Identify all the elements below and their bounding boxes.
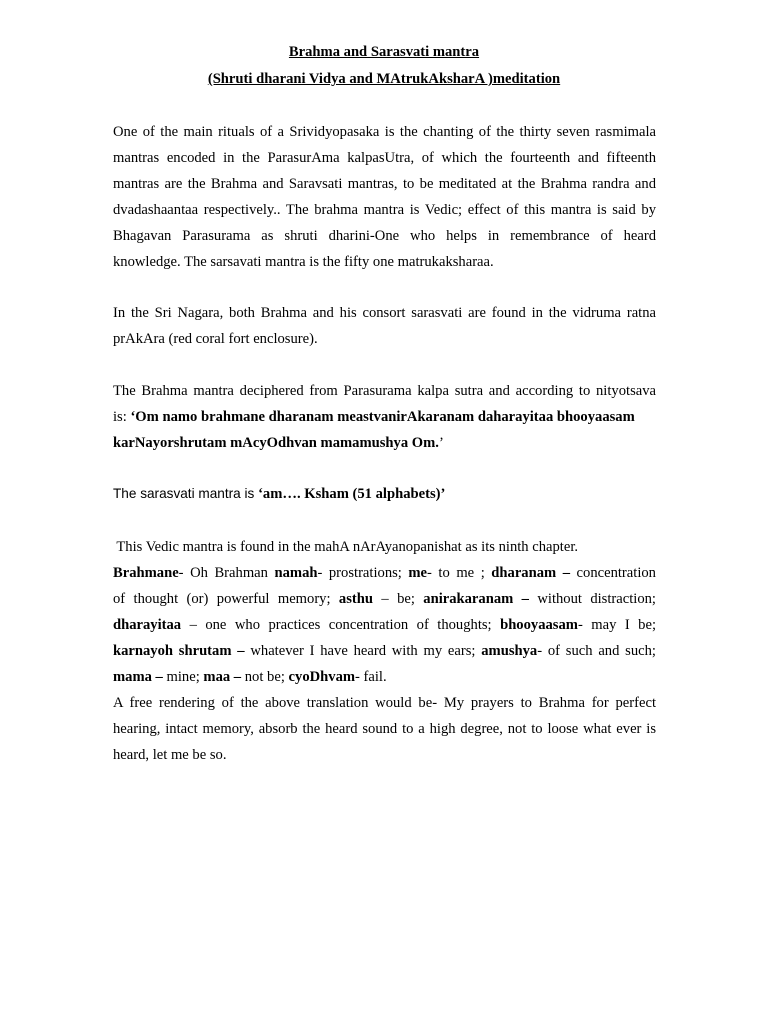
- text-line: [113, 586, 656, 612]
- text-line: prAkAra (red coral fort enclosure).: [113, 331, 318, 347]
- paragraph-brahma-mantra: [113, 378, 656, 456]
- text-run: - may I be;: [577, 617, 656, 633]
- text-run: without distraction;: [528, 591, 656, 607]
- text-line: The Brahma mantra deciphered from Parasurama kalpa sutra and according to nityotsava: [113, 383, 656, 399]
- text-line: [113, 481, 656, 507]
- mantra-text: karNayorshrutam mAcyOdhvan mamamushya Om.: [113, 435, 439, 451]
- text-line: [113, 560, 656, 586]
- document-subtitle: (Shruti dharani Vidya and MAtrukAksharA )meditation: [207, 71, 561, 87]
- text-line: A free rendering of the above translation would be- My prayers to Brahma for perfect: [113, 695, 656, 711]
- text-line: [113, 430, 656, 456]
- term: dharanam –: [491, 565, 571, 581]
- text-run: concentration: [570, 565, 656, 581]
- text-line: [113, 638, 656, 664]
- term: namah: [274, 565, 318, 581]
- text-run: is:: [113, 409, 131, 425]
- term: mama –: [113, 669, 163, 685]
- text-run: The sarasvati mantra is: [113, 486, 259, 501]
- text-run: - to me ;: [427, 565, 492, 581]
- text-line: [113, 612, 656, 638]
- text-line: heard, let me be so.: [113, 747, 227, 763]
- mantra-text: ‘Om namo brahmane dharanam meastvanirAkaranam daharayitaa bhooyaasam: [130, 409, 635, 425]
- term: asthu: [338, 591, 373, 607]
- term: dharayitaa: [113, 617, 182, 633]
- text-run: - prostrations;: [317, 565, 409, 581]
- paragraph-intro: [113, 119, 656, 275]
- text-line: mantras encoded in the ParasurAma kalpasUtra, of which the fourteenth and fifteenth: [113, 150, 656, 166]
- paragraph-translation: [113, 534, 656, 768]
- text-run: of thought (or) powerful memory;: [113, 591, 339, 607]
- text-run: mine;: [162, 669, 204, 685]
- text-run: ’: [438, 435, 444, 451]
- term: amushya: [481, 643, 538, 659]
- document-title: Brahma and Sarasvati mantra: [288, 44, 480, 60]
- text-run: - of such and such;: [537, 643, 656, 659]
- paragraph-sri-nagara: [113, 300, 656, 352]
- mantra-text: ‘am…. Ksham (51 alphabets)’: [258, 486, 446, 502]
- term: maa –: [203, 669, 242, 685]
- text-line: hearing, intact memory, absorb the heard sound to a high degree, not to loose what ever is: [113, 721, 656, 737]
- text-line: [113, 664, 656, 690]
- text-run: whatever I have heard with my ears;: [244, 643, 482, 659]
- text-run: - Oh Brahman: [178, 565, 275, 581]
- text-run: - fail.: [355, 669, 387, 685]
- text-line: In the Sri Nagara, both Brahma and his consort sarasvati are found in the vidruma ratna: [113, 305, 656, 321]
- term: karnayoh shrutam –: [113, 643, 245, 659]
- text-run: not be;: [241, 669, 289, 685]
- text-line: Bhagavan Parasurama as shruti dharini-One who helps in remembrance of heard: [113, 228, 656, 244]
- text-line: [113, 404, 656, 430]
- text-run: – one who practices concentration of thoughts;: [181, 617, 501, 633]
- text-line: mantras are the Brahma and Saravsati mantras, to be meditated at the Brahma randra and: [113, 176, 656, 192]
- text-line: knowledge. The sarsavati mantra is the fifty one matrukaksharaa.: [113, 254, 494, 270]
- term: Brahmane: [113, 565, 179, 581]
- text-line: dvadashaantaa respectively.. The brahma mantra is Vedic; effect of this mantra is said by: [113, 202, 656, 218]
- term: cyoDhvam: [288, 669, 356, 685]
- term: me: [408, 565, 428, 581]
- text-line: One of the main rituals of a Srividyopasaka is the chanting of the thirty seven rasmimala: [113, 124, 656, 140]
- text-run: – be;: [373, 591, 424, 607]
- text-line: This Vedic mantra is found in the mahA nArAyanopanishat as its ninth chapter.: [113, 539, 579, 555]
- term: bhooyaasam: [500, 617, 578, 633]
- paragraph-sarasvati-mantra: [113, 481, 656, 507]
- term: anirakaranam –: [423, 591, 529, 607]
